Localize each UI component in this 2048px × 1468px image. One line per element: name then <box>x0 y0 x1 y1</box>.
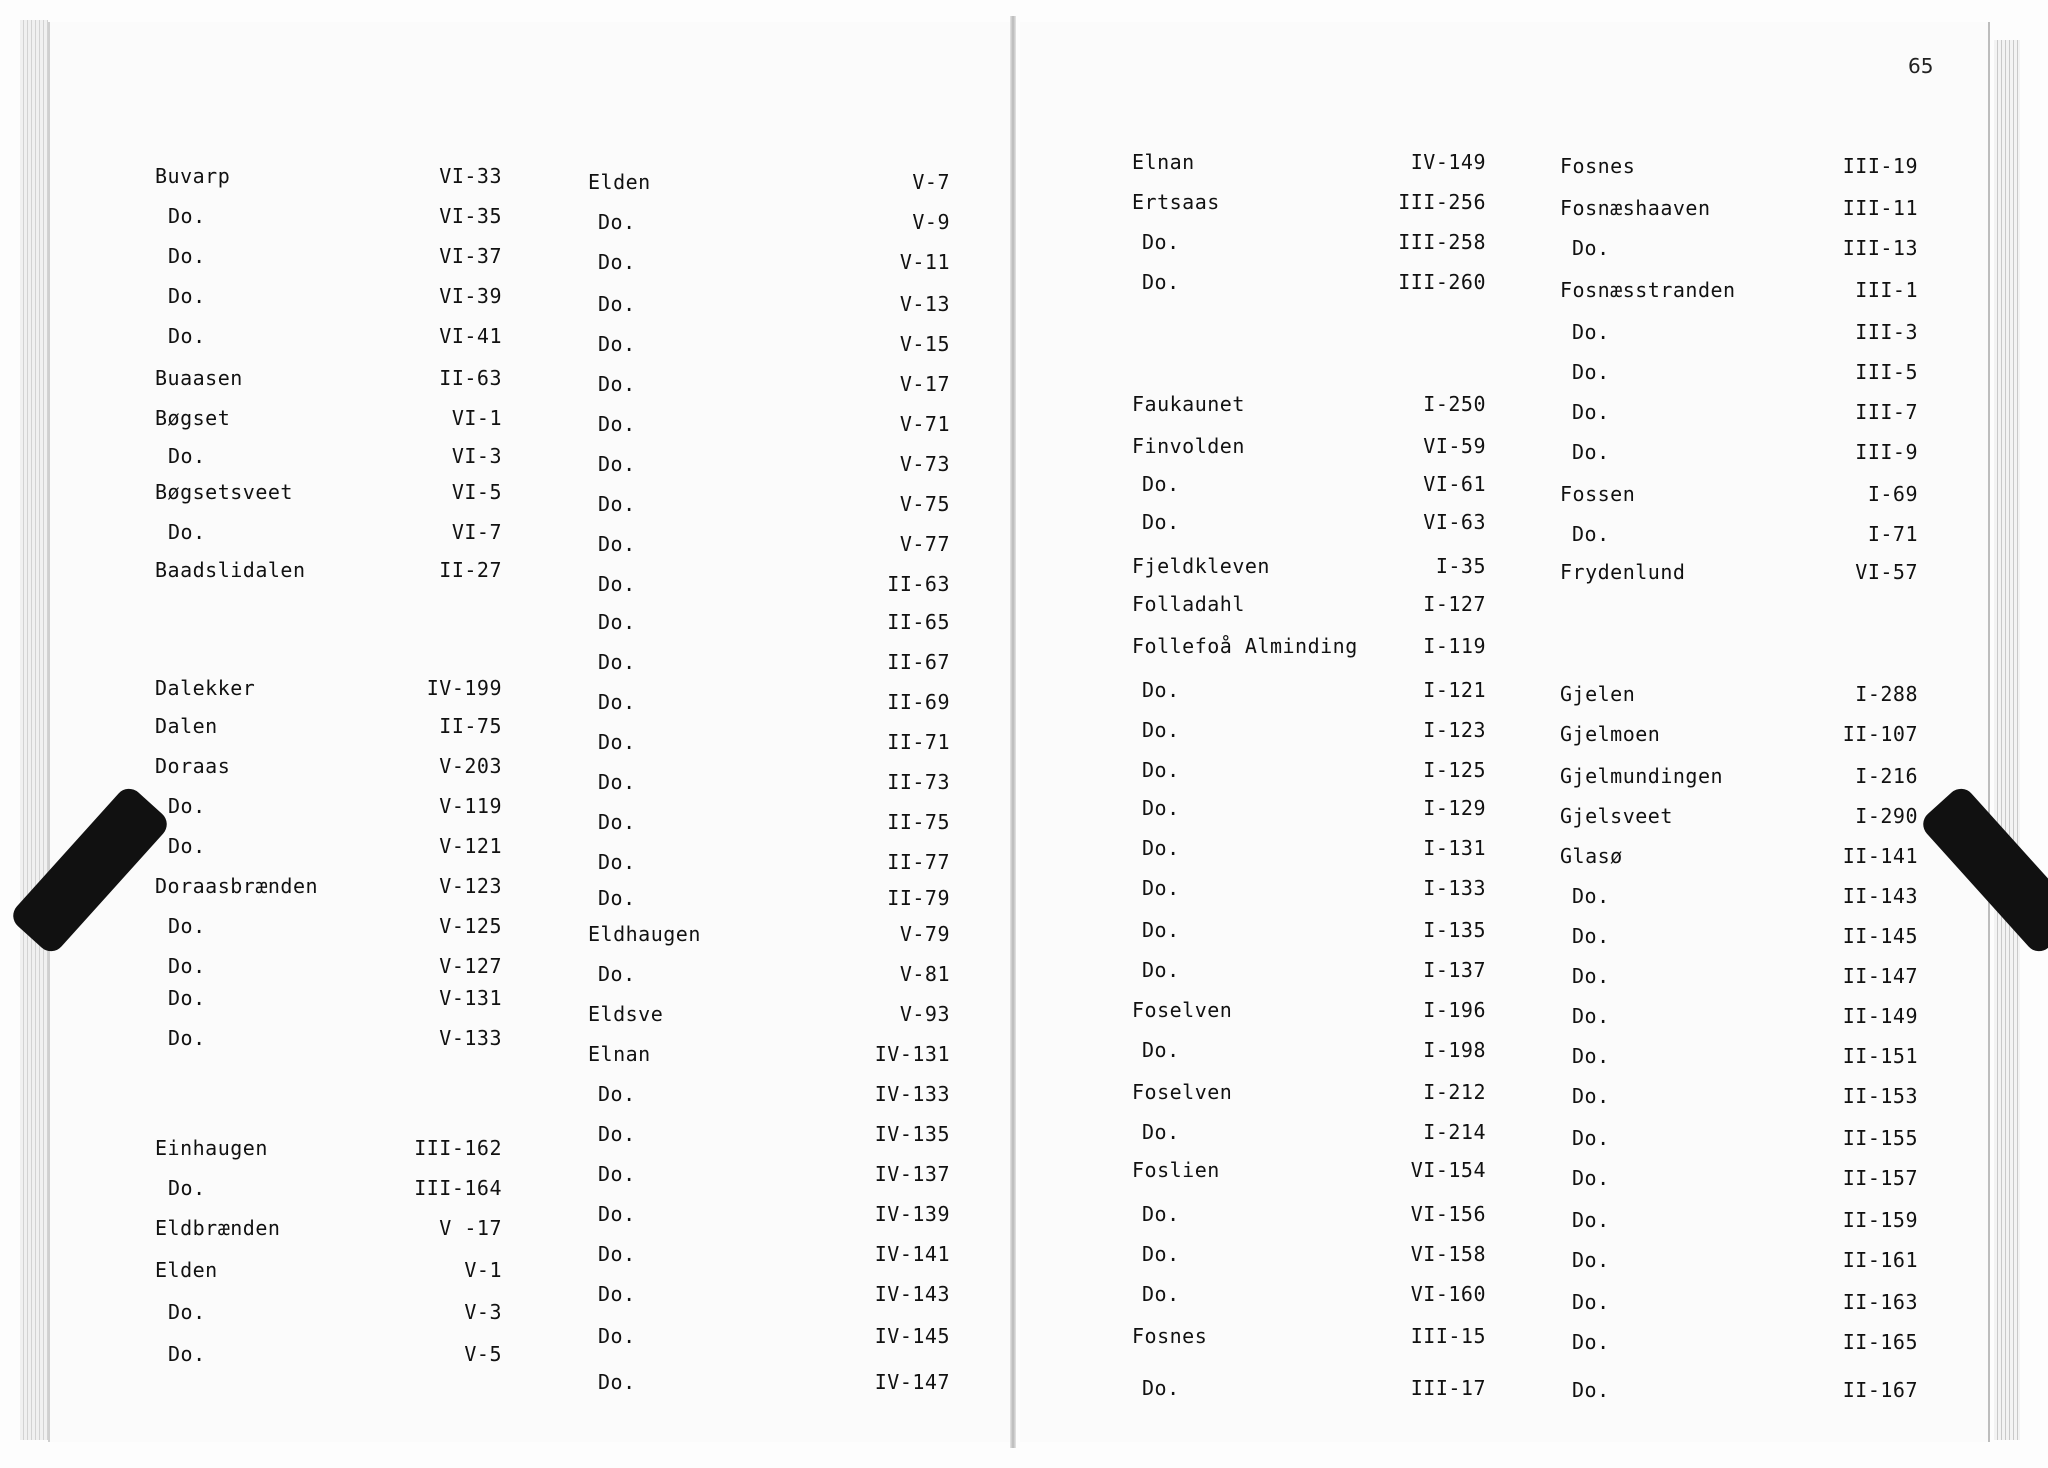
volume-reference: I-129 <box>1423 796 1486 820</box>
volume-reference: V-81 <box>899 962 950 986</box>
volume-reference: IV-131 <box>874 1042 950 1066</box>
volume-reference: I-131 <box>1423 836 1486 860</box>
ditto-entry-name: Do. <box>598 1370 636 1394</box>
place-name: Bøgsetsveet <box>155 480 293 504</box>
ditto-entry-name: Do. <box>1142 1202 1180 1226</box>
ditto-entry-name: Do. <box>598 1282 636 1306</box>
volume-reference: III-164 <box>414 1176 502 1200</box>
ditto-entry-name: Do. <box>1572 1208 1610 1232</box>
ditto-entry-name: Do. <box>1572 1044 1610 1068</box>
volume-reference: II-75 <box>439 714 502 738</box>
place-name: Dalekker <box>155 676 256 700</box>
ditto-entry-name: Do. <box>1142 230 1180 254</box>
ditto-entry-name: Do. <box>1572 1330 1610 1354</box>
volume-reference: II-161 <box>1842 1248 1918 1272</box>
volume-reference: III-15 <box>1410 1324 1486 1348</box>
ditto-entry-name: Do. <box>168 284 206 308</box>
volume-reference: II-159 <box>1842 1208 1918 1232</box>
volume-reference: VI-33 <box>439 164 502 188</box>
volume-reference: II-141 <box>1842 844 1918 868</box>
volume-reference: IV-145 <box>874 1324 950 1348</box>
ditto-entry-name: Do. <box>168 954 206 978</box>
volume-reference: IV-199 <box>426 676 502 700</box>
volume-reference: I-69 <box>1867 482 1918 506</box>
volume-reference: II-165 <box>1842 1330 1918 1354</box>
volume-reference: V-15 <box>899 332 950 356</box>
ditto-entry-name: Do. <box>1572 1248 1610 1272</box>
ditto-entry-name: Do. <box>1572 1166 1610 1190</box>
volume-reference: I-250 <box>1423 392 1486 416</box>
right-page <box>1020 22 1990 1442</box>
ditto-entry-name: Do. <box>598 250 636 274</box>
volume-reference: V-203 <box>439 754 502 778</box>
place-name: Fossen <box>1560 482 1636 506</box>
ditto-entry-name: Do. <box>598 332 636 356</box>
place-name: Fosnæshaaven <box>1560 196 1711 220</box>
ditto-entry-name: Do. <box>598 372 636 396</box>
volume-reference: VI-3 <box>451 444 502 468</box>
ditto-entry-name: Do. <box>598 210 636 234</box>
place-name: Elden <box>588 170 651 194</box>
place-name: Gjelsveet <box>1560 804 1673 828</box>
place-name: Bøgset <box>155 406 231 430</box>
place-name: Foslien <box>1132 1158 1220 1182</box>
ditto-entry-name: Do. <box>1142 510 1180 534</box>
volume-reference: V-125 <box>439 914 502 938</box>
volume-reference: VI-61 <box>1423 472 1486 496</box>
place-name: Glasø <box>1560 844 1623 868</box>
ditto-entry-name: Do. <box>1142 270 1180 294</box>
volume-reference: II-107 <box>1842 722 1918 746</box>
place-name: Gjelmoen <box>1560 722 1661 746</box>
volume-reference: V-121 <box>439 834 502 858</box>
ditto-entry-name: Do. <box>598 412 636 436</box>
ditto-entry-name: Do. <box>1142 1242 1180 1266</box>
ditto-entry-name: Do. <box>1572 1290 1610 1314</box>
volume-reference: I-127 <box>1423 592 1486 616</box>
ditto-entry-name: Do. <box>1572 884 1610 908</box>
volume-reference: V-123 <box>439 874 502 898</box>
place-name: Fosnes <box>1132 1324 1208 1348</box>
volume-reference: I-137 <box>1423 958 1486 982</box>
volume-reference: II-73 <box>887 770 950 794</box>
volume-reference: VI-63 <box>1423 510 1486 534</box>
left-page <box>48 22 1014 1442</box>
volume-reference: III-162 <box>414 1136 502 1160</box>
volume-reference: I-288 <box>1855 682 1918 706</box>
volume-reference: VI-156 <box>1410 1202 1486 1226</box>
place-name: Fosnæsstranden <box>1560 278 1736 302</box>
volume-reference: IV-147 <box>874 1370 950 1394</box>
ditto-entry-name: Do. <box>1142 472 1180 496</box>
volume-reference: III-260 <box>1398 270 1486 294</box>
ditto-entry-name: Do. <box>1142 1376 1180 1400</box>
ditto-entry-name: Do. <box>598 1162 636 1186</box>
place-name: Elden <box>155 1258 218 1282</box>
volume-reference: I-212 <box>1423 1080 1486 1104</box>
volume-reference: V-1 <box>464 1258 502 1282</box>
volume-reference: IV-143 <box>874 1282 950 1306</box>
ditto-entry-name: Do. <box>598 532 636 556</box>
ditto-entry-name: Do. <box>168 1342 206 1366</box>
volume-reference: II-149 <box>1842 1004 1918 1028</box>
ditto-entry-name: Do. <box>598 1082 636 1106</box>
place-name: Fosnes <box>1560 154 1636 178</box>
place-name: Dalen <box>155 714 218 738</box>
place-name: Elnan <box>1132 150 1195 174</box>
volume-reference: V-131 <box>439 986 502 1010</box>
place-name: Elnan <box>588 1042 651 1066</box>
ditto-entry-name: Do. <box>598 962 636 986</box>
ditto-entry-name: Do. <box>168 794 206 818</box>
volume-reference: I-123 <box>1423 718 1486 742</box>
ditto-entry-name: Do. <box>168 324 206 348</box>
volume-reference: I-214 <box>1423 1120 1486 1144</box>
volume-reference: V-133 <box>439 1026 502 1050</box>
place-name: Einhaugen <box>155 1136 268 1160</box>
volume-reference: V-93 <box>899 1002 950 1026</box>
volume-reference: IV-141 <box>874 1242 950 1266</box>
volume-reference: I-121 <box>1423 678 1486 702</box>
volume-reference: V-3 <box>464 1300 502 1324</box>
place-name: Faukaunet <box>1132 392 1245 416</box>
volume-reference: VI-7 <box>451 520 502 544</box>
volume-reference: II-153 <box>1842 1084 1918 1108</box>
ditto-entry-name: Do. <box>1142 1120 1180 1144</box>
volume-reference: II-63 <box>439 366 502 390</box>
volume-reference: II-75 <box>887 810 950 834</box>
volume-reference: V-71 <box>899 412 950 436</box>
ditto-entry-name: Do. <box>598 1324 636 1348</box>
volume-reference: V-7 <box>912 170 950 194</box>
place-name: Buvarp <box>155 164 231 188</box>
volume-reference: I-216 <box>1855 764 1918 788</box>
volume-reference: II-27 <box>439 558 502 582</box>
volume-reference: III-17 <box>1410 1376 1486 1400</box>
book-gutter <box>1010 16 1016 1448</box>
ditto-entry-name: Do. <box>598 292 636 316</box>
volume-reference: I-133 <box>1423 876 1486 900</box>
ditto-entry-name: Do. <box>168 1026 206 1050</box>
volume-reference: III-256 <box>1398 190 1486 214</box>
ditto-entry-name: Do. <box>1572 440 1610 464</box>
volume-reference: III-3 <box>1855 320 1918 344</box>
place-name: Eldbrænden <box>155 1216 281 1240</box>
ditto-entry-name: Do. <box>1142 918 1180 942</box>
place-name: Foselven <box>1132 1080 1233 1104</box>
place-name: Finvolden <box>1132 434 1245 458</box>
ditto-entry-name: Do. <box>1142 836 1180 860</box>
ditto-entry-name: Do. <box>1572 360 1610 384</box>
ditto-entry-name: Do. <box>1572 924 1610 948</box>
ditto-entry-name: Do. <box>598 810 636 834</box>
volume-reference: II-157 <box>1842 1166 1918 1190</box>
ditto-entry-name: Do. <box>168 520 206 544</box>
ditto-entry-name: Do. <box>1572 1378 1610 1402</box>
ditto-entry-name: Do. <box>598 1242 636 1266</box>
volume-reference: V-13 <box>899 292 950 316</box>
volume-reference: II-147 <box>1842 964 1918 988</box>
page-number: 65 <box>1908 54 1934 78</box>
ditto-entry-name: Do. <box>168 1176 206 1200</box>
place-name: Baadslidalen <box>155 558 306 582</box>
volume-reference: I-290 <box>1855 804 1918 828</box>
volume-reference: III-7 <box>1855 400 1918 424</box>
ditto-entry-name: Do. <box>1142 718 1180 742</box>
ditto-entry-name: Do. <box>598 730 636 754</box>
place-name: Frydenlund <box>1560 560 1686 584</box>
place-name: Gjelen <box>1560 682 1636 706</box>
volume-reference: III-11 <box>1842 196 1918 220</box>
ditto-entry-name: Do. <box>1572 236 1610 260</box>
volume-reference: VI-154 <box>1410 1158 1486 1182</box>
volume-reference: V-17 <box>899 372 950 396</box>
ditto-entry-name: Do. <box>598 452 636 476</box>
left-page-edge <box>20 20 48 1440</box>
ditto-entry-name: Do. <box>1572 1126 1610 1150</box>
ditto-entry-name: Do. <box>1572 320 1610 344</box>
volume-reference: VI-39 <box>439 284 502 308</box>
place-name: Follefoå Alminding <box>1132 634 1358 658</box>
place-name: Fjeldkleven <box>1132 554 1270 578</box>
volume-reference: III-258 <box>1398 230 1486 254</box>
volume-reference: II-71 <box>887 730 950 754</box>
volume-reference: IV-139 <box>874 1202 950 1226</box>
ditto-entry-name: Do. <box>1142 958 1180 982</box>
ditto-entry-name: Do. <box>598 650 636 674</box>
ditto-entry-name: Do. <box>1572 522 1610 546</box>
volume-reference: II-155 <box>1842 1126 1918 1150</box>
volume-reference: VI-57 <box>1855 560 1918 584</box>
volume-reference: I-198 <box>1423 1038 1486 1062</box>
volume-reference: II-79 <box>887 886 950 910</box>
volume-reference: V-127 <box>439 954 502 978</box>
ditto-entry-name: Do. <box>1572 1004 1610 1028</box>
volume-reference: VI-160 <box>1410 1282 1486 1306</box>
volume-reference: V-11 <box>899 250 950 274</box>
volume-reference: I-119 <box>1423 634 1486 658</box>
ditto-entry-name: Do. <box>1572 1084 1610 1108</box>
ditto-entry-name: Do. <box>598 690 636 714</box>
place-name: Buaasen <box>155 366 243 390</box>
volume-reference: II-167 <box>1842 1378 1918 1402</box>
volume-reference: II-145 <box>1842 924 1918 948</box>
ditto-entry-name: Do. <box>598 492 636 516</box>
ditto-entry-name: Do. <box>1142 1282 1180 1306</box>
place-name: Ertsaas <box>1132 190 1220 214</box>
ditto-entry-name: Do. <box>1142 1038 1180 1062</box>
place-name: Gjelmundingen <box>1560 764 1724 788</box>
volume-reference: II-163 <box>1842 1290 1918 1314</box>
volume-reference: III-9 <box>1855 440 1918 464</box>
ditto-entry-name: Do. <box>168 986 206 1010</box>
ditto-entry-name: Do. <box>598 850 636 874</box>
volume-reference: V-9 <box>912 210 950 234</box>
volume-reference: VI-1 <box>451 406 502 430</box>
volume-reference: I-35 <box>1435 554 1486 578</box>
volume-reference: VI-35 <box>439 204 502 228</box>
volume-reference: III-13 <box>1842 236 1918 260</box>
ditto-entry-name: Do. <box>168 204 206 228</box>
place-name: Eldsve <box>588 1002 664 1026</box>
place-name: Eldhaugen <box>588 922 701 946</box>
volume-reference: I-135 <box>1423 918 1486 942</box>
ditto-entry-name: Do. <box>1142 758 1180 782</box>
ditto-entry-name: Do. <box>1572 400 1610 424</box>
volume-reference: V-119 <box>439 794 502 818</box>
volume-reference: II-65 <box>887 610 950 634</box>
volume-reference: II-77 <box>887 850 950 874</box>
volume-reference: VI-59 <box>1423 434 1486 458</box>
ditto-entry-name: Do. <box>1142 876 1180 900</box>
volume-reference: IV-135 <box>874 1122 950 1146</box>
place-name: Doraasbrænden <box>155 874 319 898</box>
volume-reference: VI-158 <box>1410 1242 1486 1266</box>
ditto-entry-name: Do. <box>168 1300 206 1324</box>
volume-reference: V-77 <box>899 532 950 556</box>
ditto-entry-name: Do. <box>598 610 636 634</box>
volume-reference: III-5 <box>1855 360 1918 384</box>
volume-reference: V-75 <box>899 492 950 516</box>
volume-reference: I-125 <box>1423 758 1486 782</box>
volume-reference: V-5 <box>464 1342 502 1366</box>
volume-reference: III-19 <box>1842 154 1918 178</box>
volume-reference: V-79 <box>899 922 950 946</box>
volume-reference: II-69 <box>887 690 950 714</box>
place-name: Foselven <box>1132 998 1233 1022</box>
ditto-entry-name: Do. <box>598 1122 636 1146</box>
volume-reference: II-143 <box>1842 884 1918 908</box>
ditto-entry-name: Do. <box>168 444 206 468</box>
volume-reference: I-71 <box>1867 522 1918 546</box>
right-page-edge <box>1994 40 2020 1440</box>
volume-reference: V-73 <box>899 452 950 476</box>
ditto-entry-name: Do. <box>1142 796 1180 820</box>
volume-reference: IV-137 <box>874 1162 950 1186</box>
volume-reference: VI-41 <box>439 324 502 348</box>
place-name: Doraas <box>155 754 231 778</box>
ditto-entry-name: Do. <box>598 886 636 910</box>
ditto-entry-name: Do. <box>598 572 636 596</box>
volume-reference: II-63 <box>887 572 950 596</box>
ditto-entry-name: Do. <box>598 1202 636 1226</box>
ditto-entry-name: Do. <box>168 244 206 268</box>
ditto-entry-name: Do. <box>168 914 206 938</box>
volume-reference: VI-5 <box>451 480 502 504</box>
ditto-entry-name: Do. <box>1572 964 1610 988</box>
volume-reference: V -17 <box>439 1216 502 1240</box>
place-name: Folladahl <box>1132 592 1245 616</box>
ditto-entry-name: Do. <box>168 834 206 858</box>
volume-reference: VI-37 <box>439 244 502 268</box>
volume-reference: IV-133 <box>874 1082 950 1106</box>
ditto-entry-name: Do. <box>598 770 636 794</box>
volume-reference: IV-149 <box>1410 150 1486 174</box>
volume-reference: I-196 <box>1423 998 1486 1022</box>
ditto-entry-name: Do. <box>1142 678 1180 702</box>
volume-reference: II-67 <box>887 650 950 674</box>
volume-reference: II-151 <box>1842 1044 1918 1068</box>
volume-reference: III-1 <box>1855 278 1918 302</box>
